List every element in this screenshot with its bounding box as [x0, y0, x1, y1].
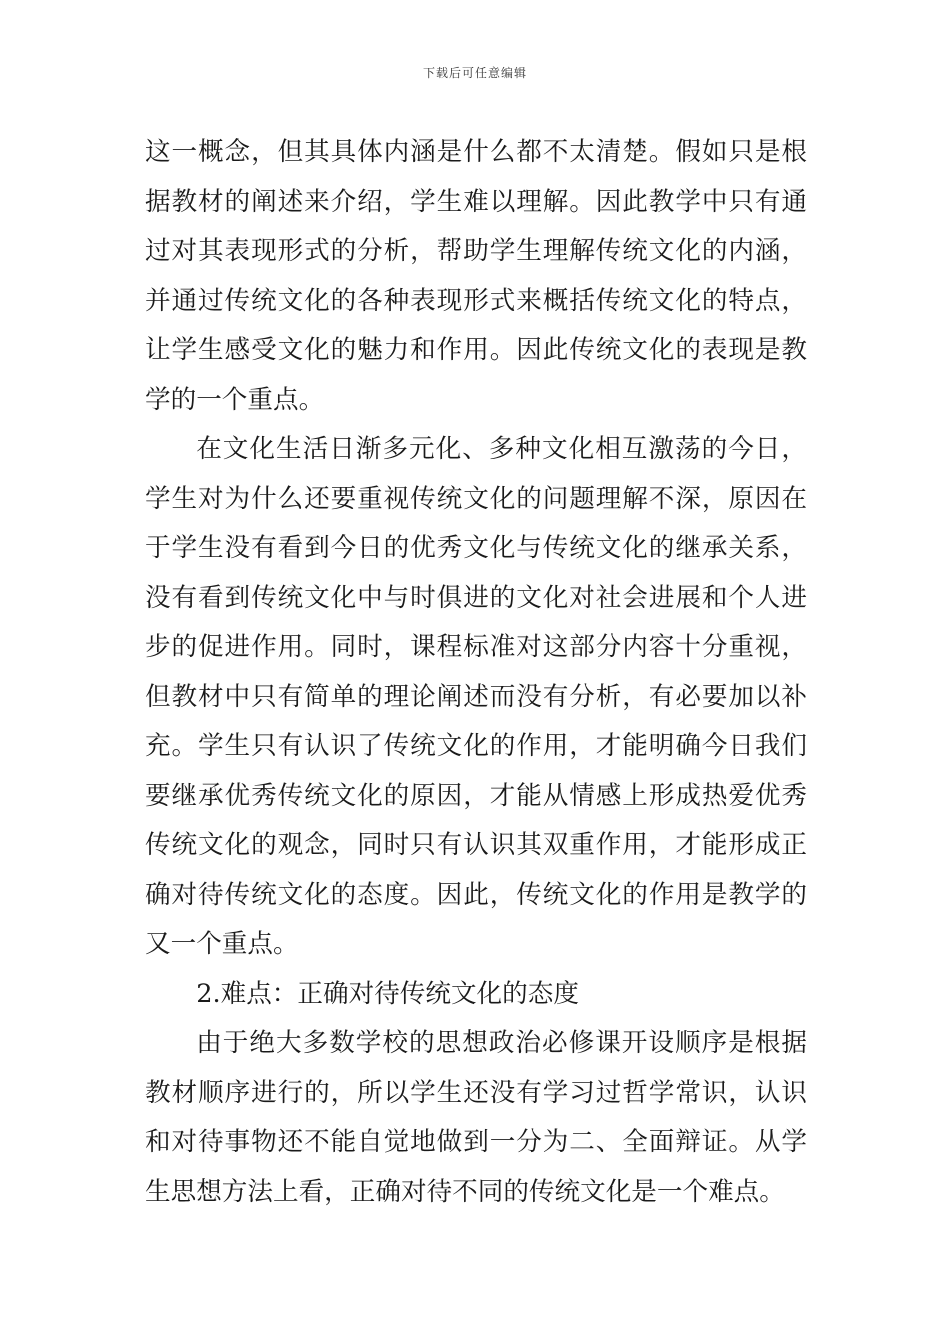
- section-heading-difficulty: 2.难点：正确对待传统文化的态度: [196, 978, 579, 1009]
- paragraph-difficulty: 由于绝大多数学校的思想政治必修课开设顺序是根据教材顺序进行的，所以学生还没有学习过哲学常识，认识和对待事物还不能自觉地做到一分为二、全面辩证。从学生思想方法上看，正确对待不同的传统文化是一个难点。: [145, 1028, 807, 1207]
- paragraph-culture-role: 在文化生活日渐多元化、多种文化相互激荡的今日，学生对为什么还要重视传统文化的问题理解不深，原因在于学生没有看到今日的优秀文化与传统文化的继承关系，没有看到传统文化中与时俱进的文化对社会进展和个人进步的促进作用。同时，课程标准对这部分内容十分重视，但教材中只有简单的理论阐述而没有分析，有必要加以补充。学生只有认识了传统文化的作用，才能明确今日我们要继承优秀传统文化的原因，才能从情感上形成热爱优秀传统文化的观念，同时只有认识其双重作用，才能形成正确对待传统文化的态度。因此，传统文化的作用是教学的又一个重点。: [145, 434, 807, 959]
- paragraph-continuation: 这一概念，但其具体内涵是什么都不太清楚。假如只是根据教材的阐述来介绍，学生难以理解。因此教学中只有通过对其表现形式的分析，帮助学生理解传统文化的内涵，并通过传统文化的各种表现形式来概括传统文化的特点，让学生感受文化的魅力和作用。因此传统文化的表现是教学的一个重点。: [145, 137, 807, 415]
- page-header-note: 下载后可任意编辑: [422, 66, 527, 80]
- document-body: [145, 128, 807, 1217]
